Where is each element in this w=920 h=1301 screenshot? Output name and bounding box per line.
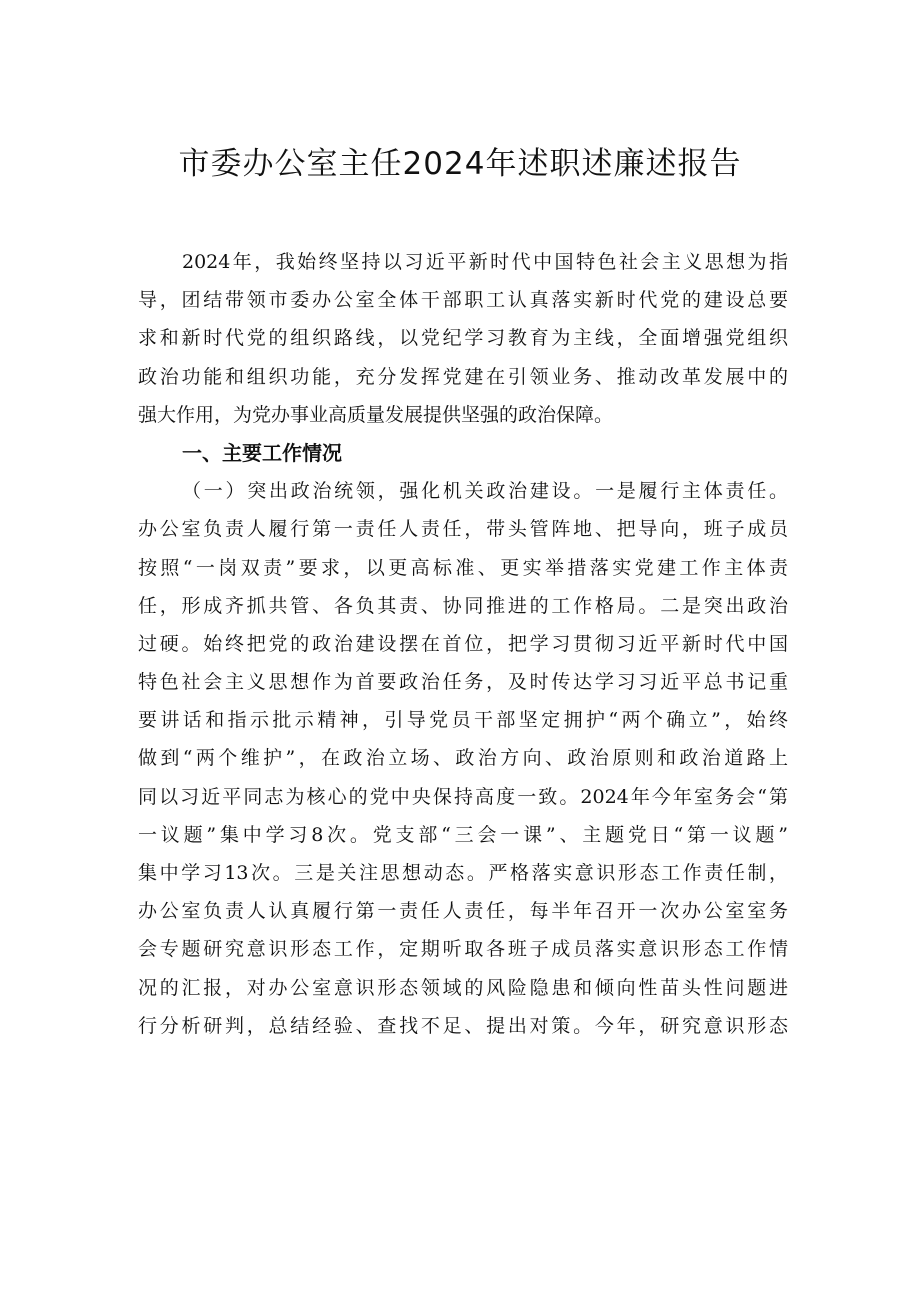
intro-line: 导，团结带领市委办公室全体干部职工认真落实新时代党的建设总要: [138, 289, 788, 312]
section-line: 行分析研判，总结经验、查找不足、提出对策。今年，研究意识形态: [138, 1014, 788, 1037]
intro-line: 政治功能和组织功能，充分发挥党建在引领业务、推动改革发展中的: [138, 365, 788, 388]
document-title: 市委办公室主任2024年述职述廉述报告: [178, 146, 742, 182]
section-line: 集中学习13次。三是关注思想动态。严格落实意识形态工作责任制，: [138, 862, 788, 884]
intro-line: 求和新时代党的组织路线，以党纪学习教育为主线，全面增强党组织: [138, 327, 788, 350]
section-line: 过硬。始终把党的政治建设摆在首位，把学习贯彻习近平新时代中国: [138, 632, 788, 655]
section-line: 一议题”集中学习8次。党支部“三会一课”、主题党日“第一议题”: [138, 823, 788, 846]
intro-line: 2024年，我始终坚持以习近平新时代中国特色社会主义思想为指: [182, 251, 788, 273]
section-line: 任，形成齐抓共管、各负其责、协同推进的工作格局。二是突出政治: [138, 594, 788, 617]
section-line: 会专题研究意识形态工作，定期听取各班子成员落实意识形态工作情: [138, 938, 788, 961]
section-line: 要讲话和指示批示精神，引导党员干部坚定拥护“两个确立”，始终: [138, 709, 788, 732]
section-line: 特色社会主义思想作为首要政治任务，及时传达学习习近平总书记重: [138, 671, 788, 694]
section-line: 做到“两个维护”，在政治立场、政治方向、政治原则和政治道路上: [138, 747, 788, 770]
section-line: 办公室负责人履行第一责任人责任，带头管阵地、把导向，班子成员: [138, 518, 788, 541]
section-heading: 一、主要工作情况: [182, 440, 342, 465]
section-line: 按照“一岗双责”要求，以更高标准、更实举措落实党建工作主体责: [138, 556, 788, 579]
intro-line: 强大作用，为党办事业高质量发展提供坚强的政治保障。: [138, 403, 614, 426]
section-line: 同以习近平同志为核心的党中央保持高度一致。2024年今年室务会“第: [138, 785, 788, 808]
document-body: [138, 243, 788, 1045]
section-line: 办公室负责人认真履行第一责任人责任，每半年召开一次办公室室务: [138, 900, 788, 923]
section-line: （一）突出政治统领，强化机关政治建设。一是履行主体责任。: [182, 480, 788, 503]
section-line: 况的汇报，对办公室意识形态领域的风险隐患和倾向性苗头性问题进: [138, 976, 788, 999]
